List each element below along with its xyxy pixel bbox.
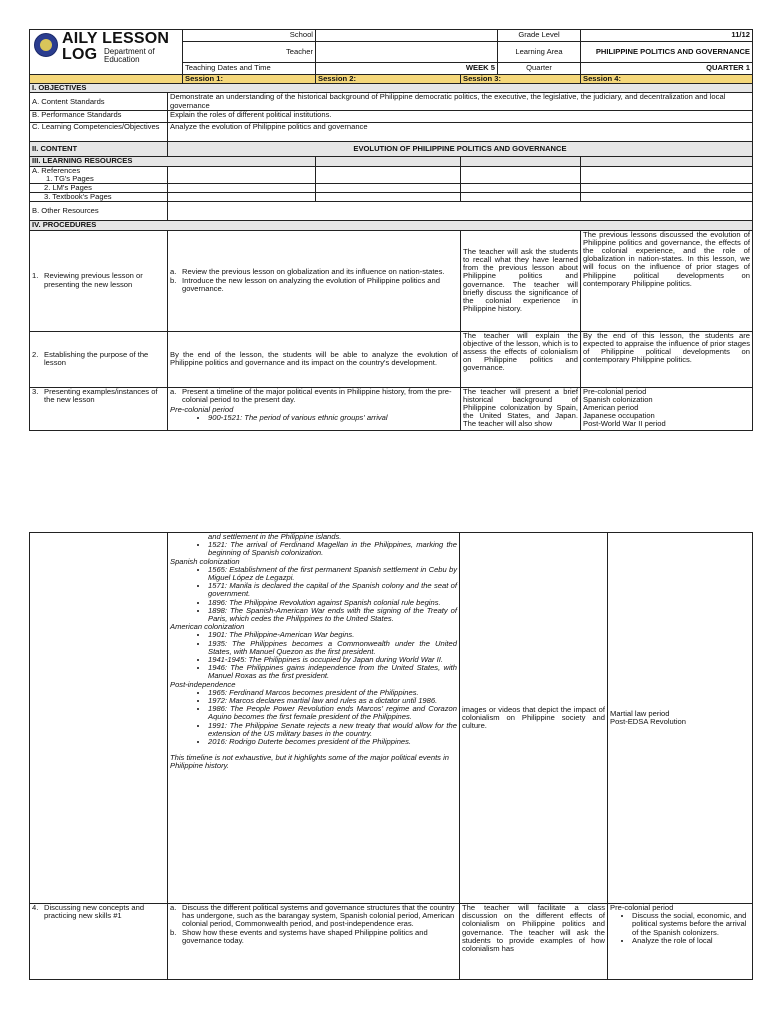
performance-standards-label: B. Performance Standards [30,111,168,123]
procedure-1-label: 1. Reviewing previous lesson or presenting the new lesson [30,230,168,331]
procedure-1-session-4: The previous lessons discussed the evolution of Philippine politics and governance, the effects of the colonial experience, and the role of globalization in nation-states. In this lesson, we will focus on the influence of prior stages of Philippine political developments on contemporary Philippine politics. [581,230,753,331]
lesson-log-page-1 [29,29,753,431]
school-label: School [183,30,316,42]
procedure-3-session-1: a. Present a timeline of the major political events in Philippine history, from the pre-colonial period to the present day. Pre-colonial period • 900-1521: The period of various ethnic groups' arrival [168,387,461,430]
learning-area-label: Learning Area [498,42,581,63]
spanish-heading: Spanish colonization [170,556,240,566]
log-title: AILY LESSON LOG [62,30,170,63]
content-heading: II. CONTENT [30,142,168,157]
teacher-label: Teacher [183,42,316,63]
session-3-header: Session 3: [461,75,581,84]
procedure-2-session-4: By the end of this lesson, the students are expected to appraise the influence of prior stages of Philippine political developments on contemporary Philippine politics. [581,331,753,387]
performance-standards-text: Explain the roles of different political institutions. [168,111,753,123]
procedure-4-session-3: The teacher will facilitate a class discussion on the different effects of colonialism on Philippine politics and governance. The teacher will ask the students to provide examples of how colonialism has [460,904,608,980]
lm-pages-label: 2. LM's Pages [30,184,168,193]
procedure-3-session-4: Pre-colonial period Spanish colonization American period Japanese occupation Post-World War II period [581,387,753,430]
school-value[interactable] [316,30,498,42]
procedure-4-session-1: a. Discuss the different political systems and governance structures that the country has undergone, such as the barangay system, Spanish colonial period, American colonial period, Commonwealth period, and post-independence eras. b. Show how these events and systems have shaped Philippine politics and governance today. [168,904,460,980]
session-2-header: Session 2: [316,75,461,84]
session-3-continued: images or videos that depict the impact of colonialism on Philippine society and culture. [460,533,608,904]
teacher-value[interactable] [316,42,498,63]
procedure-3-session-3: The teacher will present a brief historical background of Philippine colonization by Spain, the United States, and Japan. The teacher will also show [461,387,581,430]
tg-pages-label: 1. TG's Pages [46,173,94,183]
quarter-label: Quarter [498,63,581,75]
procedures-heading: IV. PROCEDURES [30,221,753,230]
learning-area-value: PHILIPPINE POLITICS AND GOVERNANCE [581,42,753,63]
dates-label: Teaching Dates and Time [183,63,316,75]
references-label: A. References 1. TG's Pages [30,166,168,183]
american-heading: American colonization [170,622,245,632]
procedure-4-session-4: Pre-colonial period • Discuss the social, economic, and political systems before the arrival of the Spanish colonizers. • Analyze the role of local [608,904,753,980]
procedure-3-label: 3. Presenting examples/instances of the new lesson [30,387,168,430]
learning-resources-heading: III. LEARNING RESOURCES [30,157,316,166]
session-4-continued: Martial law period Post-EDSA Revolution [608,533,753,904]
learning-competencies-text: Analyze the evolution of Philippine politics and governance [168,123,753,142]
learning-competencies-label: C. Learning Competencies/Objectives [30,123,168,142]
week-value: WEEK 5 [316,63,498,75]
procedure-2-session-3: The teacher will explain the objective of the lesson, which is to assess the effects of colonialism on Philippine politics and governance. [461,331,581,387]
other-resources-label: B. Other Resources [30,202,168,221]
content-standards-text: Demonstrate an understanding of the historical background of Philippine democratic politics, the executive, the legislative, the judiciary, and decentralization and local governance [168,93,753,111]
timeline-note: This timeline is not exhaustive, but it highlights some of the major political events in Philippine history. [170,753,449,771]
session-4-header: Session 4: [581,75,753,84]
quarter-value: QUARTER 1 [581,63,753,75]
department-name: Department of Education [104,47,155,65]
deped-seal-icon [34,33,58,57]
grade-level-label: Grade Level [498,30,581,42]
header-logo-block [30,30,183,75]
post-independence-heading: Post-independence [170,679,236,689]
content-standards-label: A. Content Standards [30,93,168,111]
session-header-blank [30,75,183,84]
timeline-continued: and settlement in the Philippine islands. • 1521: The arrival of Ferdinand Magellan in the Philippines, marking the beginning of Spanish colonization. Spanish colonization • 1565: Establishment of the first permanent Spanish settlement in Cebu by Miguel López de Legazpi. • 1571: Manila is declared the capital of the Spanish colony and the seat of government. • 1896: The Philippine Revolution against Spanish colonial rule begins. • 1898: The Spanish-American War ends with the signing of the Treaty of Paris, which cedes the Philippines to the United States. American colonization • 1901: The Philippine-American War begins. • 1935: The Philippines becomes a Commonwealth under the United States, with Manuel Quezon as the first president. • 1941-1945: The Philippines is occupied by Japan during World War II. • 1946: The Philippines gains independence from the United States, with Manuel Roxas as the first president. Post-independence • 1965: Ferdinand Marcos becomes president of the Philippines. • 1972: Marcos declares martial law and rules as a dictator until 1986. • 1986: The People Power Revolution ends Marcos' regime and Corazon Aquino becomes the first female president of the Philippines. • 1991: The Philippine Senate rejects a new treaty that would allow for the extension of the US military bases in the country. • 2016: Rodrigo Duterte becomes president of the Philippines. This timeline is not exhaustive, but it highlights some of the major political events in Philippine history. [168,533,460,904]
lesson-log-page-2 [29,532,753,980]
content-title: EVOLUTION OF PHILIPPINE POLITICS AND GOVERNANCE [168,142,753,157]
objectives-heading: I. OBJECTIVES [30,84,753,93]
procedure-4-label: 4. Discussing new concepts and practicing new skills #1 [30,904,168,980]
procedure-2-label: 2. Establishing the purpose of the lesson [30,331,168,387]
procedure-1-session-1: a. Review the previous lesson on globalization and its influence on nation-states. b. Introduce the new lesson on analyzing the evolution of Philippine politics and governance. [168,230,461,331]
textbook-pages-label: 3. Textbook's Pages [30,193,168,202]
grade-level-value: 11/12 [581,30,753,42]
procedure-2-session-1: By the end of the lesson, the students will be able to analyze the evolution of Philippine politics and governance and its impact on the country's development. [168,331,461,387]
session-1-header: Session 1: [183,75,316,84]
procedure-1-session-3: The teacher will ask the students to recall what they have learned from the previous lesson about Philippine politics and governance. The teacher will briefly discuss the significance of the colonial experience in Philippine history. [461,230,581,331]
